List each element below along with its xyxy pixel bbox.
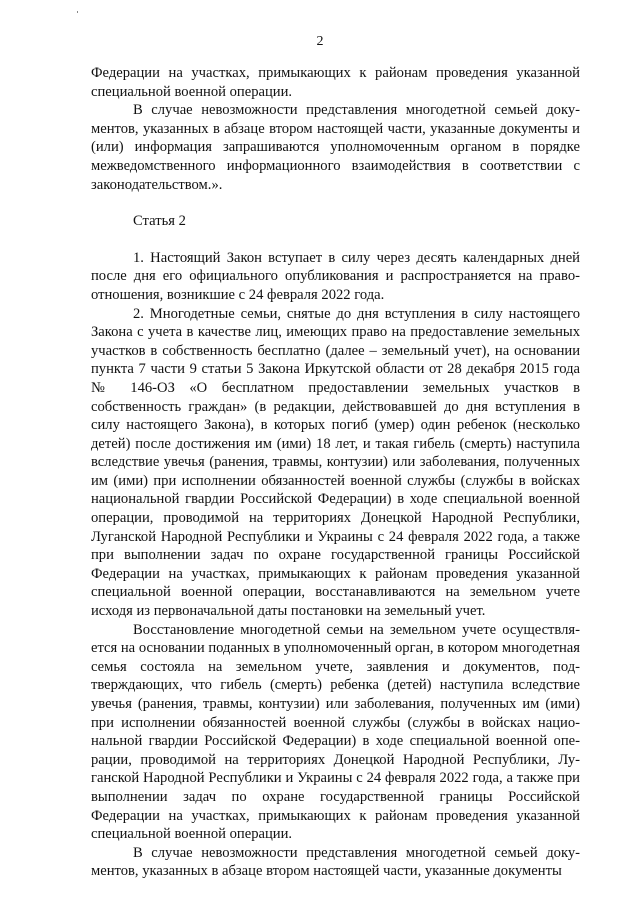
paragraph-restoration: Восстановление многодетной семьи на земельном учете осуществляется на основании поданных в уполномоченный орган, в котором многодетная семья состояла на земельном учете, заявления и документов, подтверждающих, что гибель (смерть) ребенка (детей) наступила вследствие увечья (ранения, травмы, контузии) или заболевания, полученных им (ими) при исполнении обязанностей военной службы (службы в войсках национальной гвардии Российской Федерации) в ходе специальной военной операции, проводимой на территориях Донецкой Народной Республики, Луганской Народной Республики и Украины с 24 февраля 2022 года, а также при выполнении задач по охране государственной границы Российской Федерации на участках, примыкающих к районам проведения указанной специальной военной операции. bbox=[91, 621, 580, 843]
article-heading: Статья 2 bbox=[133, 213, 186, 230]
paragraph-impossibility: В случае невозможности представления многодетной семьей документов, указанных в абзаце втором настоящей части, указанные документы bbox=[91, 844, 580, 880]
document-body bbox=[91, 64, 580, 881]
paragraph-large-families: 2. Многодетные семьи, снятые до дня вступления в силу настоящего Закона с учета в качестве лиц, имеющих право на предоставление земельных участков в собственность бесплатно (далее – земельный учет), на основании пункта 7 части 9 статьи 5 Закона Иркутской области от 28 декабря 2015 года № 146-ОЗ «О бесплатном предоставлении земельных участков в собственность граждан» (в редакции, действовавшей до дня вступления в силу настоящего Закона), в которых погиб (умер) один ребенок (несколько детей) после достижения им (ими) 18 лет, и такая гибель (смерть) наступила вследствие увечья (ранения, травмы, контузии) или заболевания, полученных им (ими) при исполнении обязанностей военной службы (службы в войсках национальной гвардии Российской Федерации) в ходе специальной военной операции, проводимой на территориях Донецкой Народной Республики, Луганской Народной Республики и Украины с 24 февраля 2022 года, а также при выполнении задач по охране государственной границы Российской Федерации на участках, примыкающих к районам проведения указанной специальной военной операции, восстанавливаются на земельном учете исходя из первоначальной даты постановки на земельный учет. bbox=[91, 305, 580, 620]
scan-artifact bbox=[77, 11, 78, 13]
paragraph-entry-into-force: 1. Настоящий Закон вступает в силу через десять календарных дней после дня его официального опубликования и распространяется на правоотношения, возникшие с 24 февраля 2022 года. bbox=[91, 249, 580, 303]
page-number: 2 bbox=[316, 34, 324, 49]
paragraph-documents-request: В случае невозможности представления многодетной семьей документов, указанных в абзаце втором настоящей части, указанные документы и (или) информация запрашиваются уполномоченным органом в порядке межведомственного информационного взаимодействия в соответствии с законодательством.». bbox=[91, 102, 580, 193]
paragraph-continuation: Федерации на участках, примыкающих к районам проведения указанной специальной военной операции. bbox=[91, 65, 580, 100]
